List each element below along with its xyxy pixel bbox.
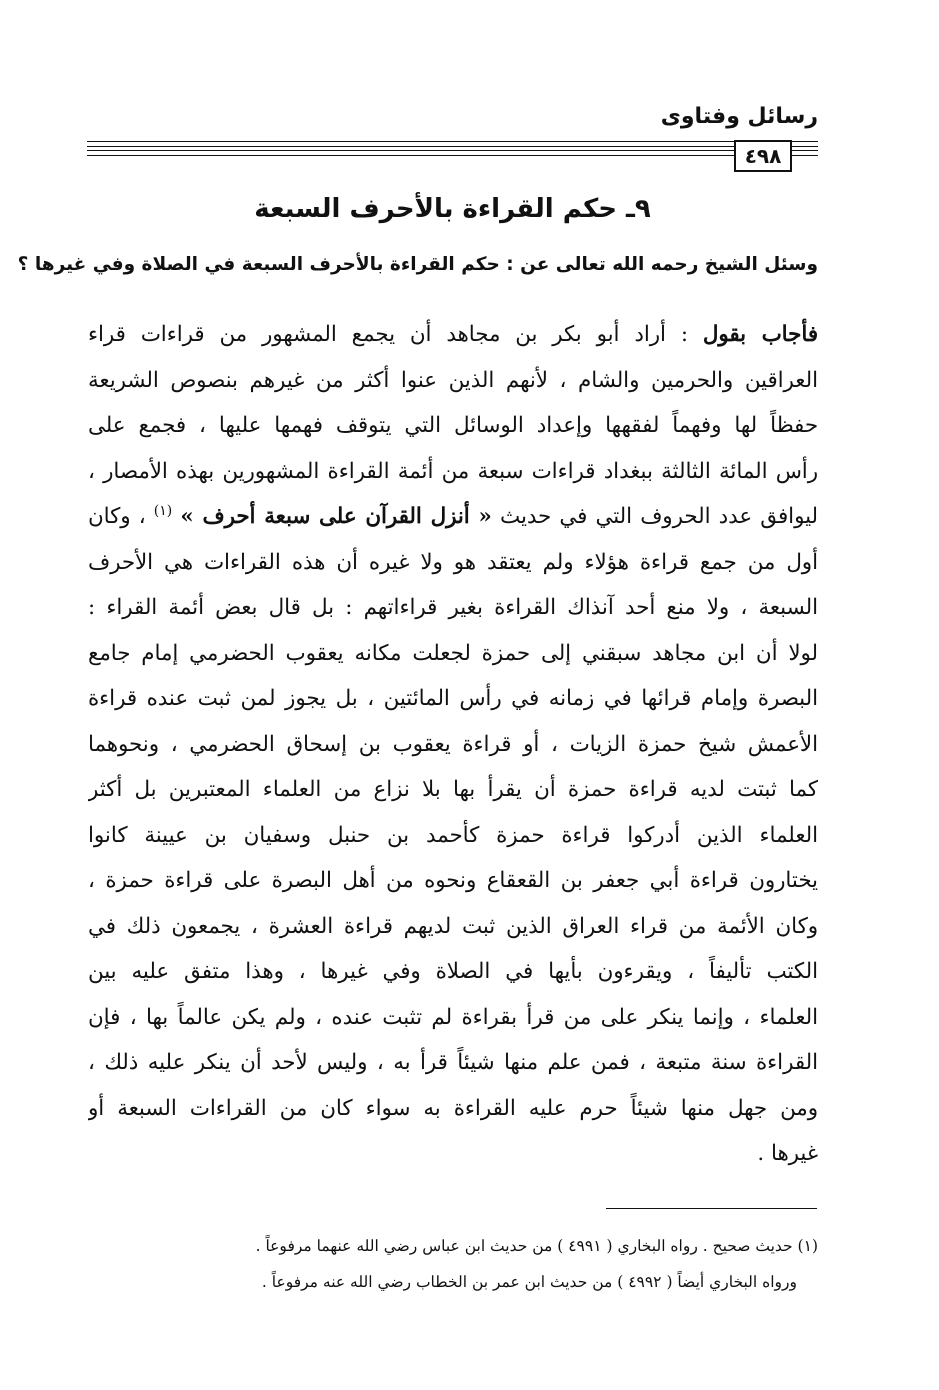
- question-text: وسئل الشيخ رحمه الله تعالى عن : حكم القراءة بالأحرف السبعة في الصلاة وفي غيرها ؟: [17, 254, 818, 275]
- body-line-text: : أراد أبو بكر بن مجاهد أن يجمع المشهور من قراءات قراء: [88, 322, 703, 347]
- body-line-text: ، وكان: [88, 504, 154, 529]
- body-line: كما ثبتت لديه قراءة حمزة أن يقرأ بها بلا نزاع من العلماء المعتبرين بل أكثر: [88, 777, 818, 802]
- body-line: رأس المائة الثالثة ببغداد قراءات سبعة من أئمة القراءة المشهورين بهذه الأمصار ،: [88, 458, 818, 484]
- footnote-separator: [606, 1208, 817, 1209]
- hadith-quote: « أنزل القرآن على سبعة أحرف »: [180, 504, 492, 529]
- header-rule: [87, 150, 818, 151]
- answer-intro: فأجاب بقول: [702, 322, 818, 347]
- footnote: ورواه البخاري أيضاً ( ٤٩٩٢ ) من حديث ابن عمر بن الخطاب رضي الله عنه مرفوعاً .: [261, 1273, 797, 1291]
- answer-body: [88, 312, 818, 1177]
- body-line: السبعة ، ولا منع أحد آنذاك القراءة بغير قراءاتهم : بل قال بعض أئمة القراء :: [88, 595, 818, 620]
- body-line: القراءة سنة متبعة ، فمن علم منها شيئاً قرأ به ، وليس لأحد أن ينكر عليه ذلك ،: [88, 1050, 818, 1075]
- body-line: العلماء الذين أدركوا قراءة حمزة كأحمد بن حنبل وسفيان بن عيينة كانوا: [88, 822, 818, 848]
- footnotes: [88, 1228, 818, 1300]
- body-line: لولا أن ابن مجاهد سبقني إلى حمزة لجعلت مكانه يعقوب الحضرمي إمام جامع: [88, 640, 818, 666]
- body-line: يختارون قراءة أبي جعفر بن القعقاع ونحوه من أهل البصرة على قراءة حمزة ،: [88, 868, 818, 893]
- body-line-text: ليوافق عدد الحروف التي في حديث: [500, 504, 818, 529]
- running-title: رسائل وفتاوى: [660, 104, 818, 129]
- body-line: حفظاً لها وفهماً لفقهها وإعداد الوسائل التي يتوقف فهمها عليها ، فجمع على: [88, 413, 818, 438]
- body-line: ومن جهل منها شيئاً حرم عليه القراءة به سواء كان من القراءات السبعة أو: [88, 1095, 818, 1121]
- body-line: العلماء ، وإنما ينكر على من قرأ بقراءة لم تثبت عنده ، ولم يكن عالماً بها ، فإن: [88, 1004, 818, 1030]
- header-rule: [87, 141, 818, 142]
- chapter-title: ٩ـ حكم القراءة بالأحرف السبعة: [254, 194, 651, 224]
- body-line: [88, 312, 818, 358]
- header-rule: [87, 146, 818, 147]
- body-line: الأعمش شيخ حمزة الزيات ، أو قراءة يعقوب بن إسحاق الحضرمي ، ونحوهما: [88, 731, 818, 757]
- footnote-reference[interactable]: (١): [153, 502, 173, 519]
- body-line: الكتب تأليفاً ، ويقرءون بأيها في الصلاة وفي غيرها ، وهذا متفق عليه بين: [88, 959, 818, 984]
- body-line: غيرها .: [757, 1141, 818, 1166]
- body-line: البصرة وإمام قرائها في زمانه في رأس المائتين ، بل يجوز لمن ثبت عنده قراءة: [88, 686, 818, 711]
- page-number: ٤٩٨: [734, 140, 792, 172]
- header-rule: [87, 155, 818, 156]
- body-line: [88, 494, 818, 540]
- body-line: وكان الأئمة من قراء العراق الذين ثبت لديهم قراءة العشرة ، يجمعون ذلك في: [88, 913, 818, 939]
- body-line: العراقين والحرمين والشام ، لأنهم الذين عنوا أكثر من غيرهم بنصوص الشريعة: [88, 367, 818, 393]
- body-line: أول من جمع قراءة هؤلاء ولم يعتقد هو ولا غيره أن هذه القراءات هي الأحرف: [88, 549, 818, 575]
- footnote: (١) حديث صحيح . رواه البخاري ( ٤٩٩١ ) من حديث ابن عباس رضي الله عنهما مرفوعاً .: [255, 1237, 818, 1255]
